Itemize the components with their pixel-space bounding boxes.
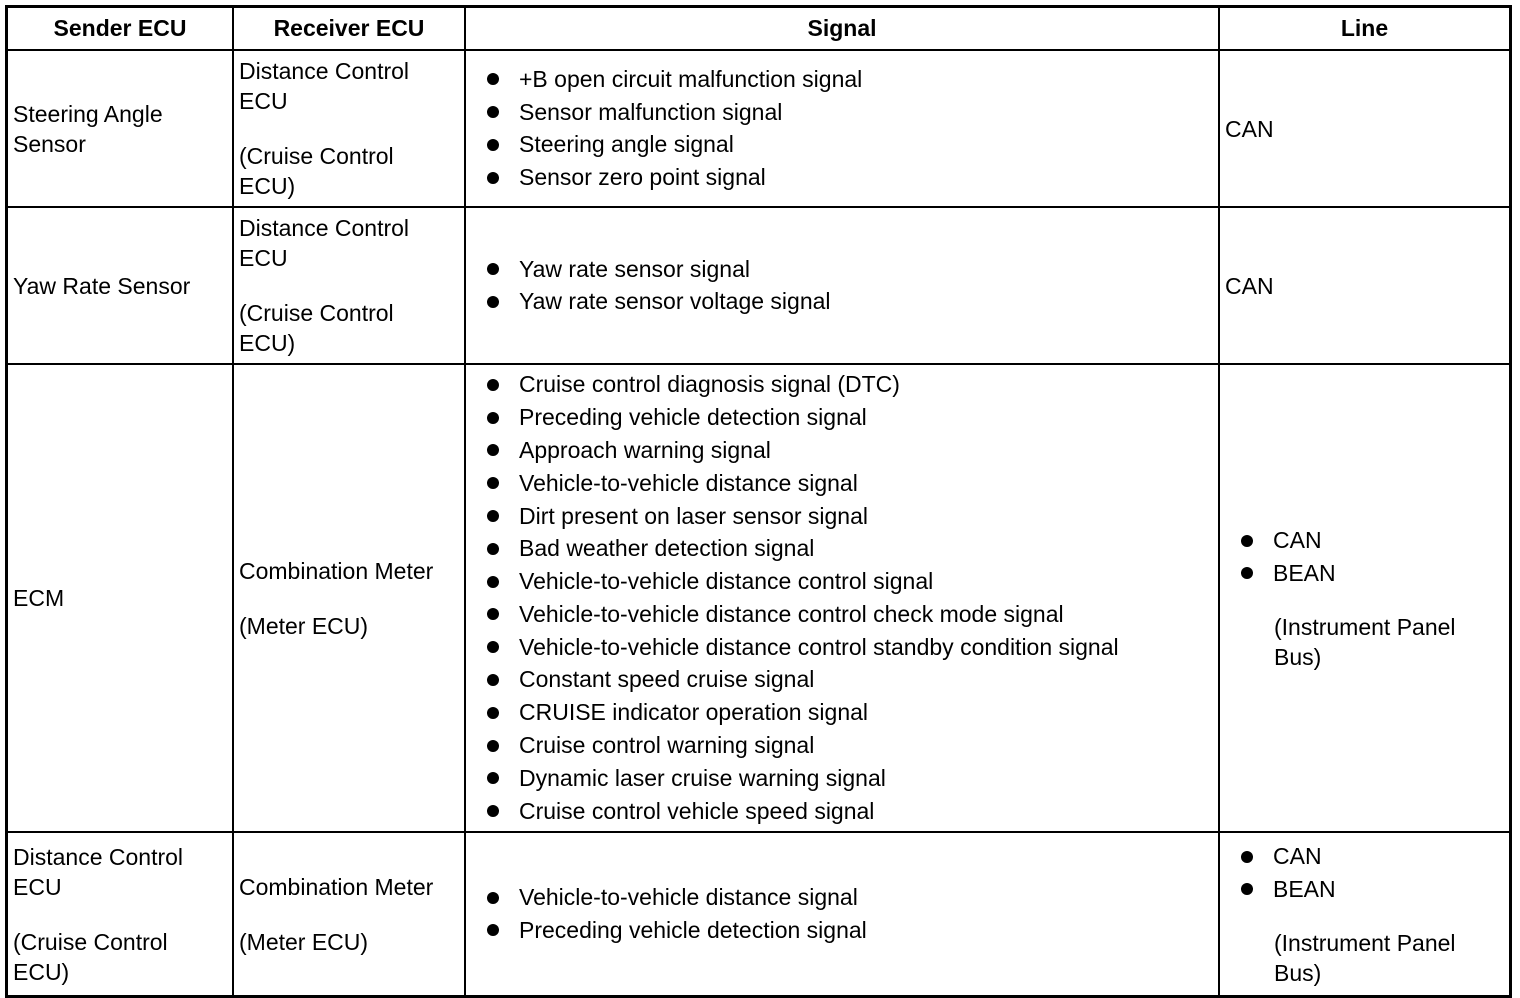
bullet-icon (487, 805, 499, 817)
header-sender-ecu: Sender ECU (53, 15, 187, 41)
signal-item: Yaw rate sensor signal (466, 253, 1218, 286)
bullet-icon (487, 73, 499, 85)
signal-item: Cruise control warning signal (466, 729, 1218, 762)
receiver-note: (Meter ECU) (239, 928, 369, 955)
sender-text: ECU (13, 873, 62, 900)
bullet-icon (487, 674, 499, 686)
signal-item: Constant speed cruise signal (466, 664, 1218, 697)
signal-item: Sensor zero point signal (466, 161, 1218, 194)
signal-item: Sensor malfunction signal (466, 96, 1218, 129)
row-3-receiver (234, 365, 464, 831)
header-receiver-ecu: Receiver ECU (273, 15, 425, 41)
signal-item: Steering angle signal (466, 129, 1218, 162)
bullet-icon (487, 772, 499, 784)
line-item: CAN (1220, 840, 1509, 873)
signal-item: +B open circuit malfunction signal (466, 63, 1218, 96)
row-4-sender (8, 833, 232, 995)
line-item: BEAN (1220, 873, 1509, 906)
signal-item: CRUISE indicator operation signal (466, 696, 1218, 729)
bullet-icon (487, 412, 499, 424)
line-note: Bus) (1274, 959, 1322, 986)
bullet-icon (1241, 851, 1253, 863)
signal-item: Preceding vehicle detection signal (466, 401, 1218, 434)
bullet-icon (1241, 883, 1253, 895)
bullet-icon (487, 641, 499, 653)
receiver-text: ECU (239, 245, 288, 271)
bullet-icon (487, 510, 499, 522)
header-line: Line (1340, 15, 1389, 41)
row-3-line (1220, 365, 1509, 831)
line-text: CAN (1225, 115, 1274, 142)
header-signal: Signal (807, 15, 877, 41)
sender-text: Yaw Rate Sensor (13, 272, 191, 299)
receiver-note: (Cruise Control (239, 143, 394, 169)
receiver-text: ECU (239, 88, 288, 114)
row-1-sender (8, 51, 232, 206)
line-item: CAN (1220, 524, 1509, 557)
receiver-note: (Meter ECU) (239, 612, 369, 639)
sender-text: Sensor (13, 130, 86, 157)
signal-table (5, 5, 1512, 998)
signal-item: Yaw rate sensor voltage signal (466, 286, 1218, 319)
bullet-icon (487, 924, 499, 936)
row-1-signals (466, 51, 1218, 206)
signal-item: Cruise control diagnosis signal (DTC) (466, 368, 1218, 401)
line-note: (Instrument Panel (1274, 929, 1456, 956)
row-1-receiver (234, 51, 464, 206)
bullet-icon (487, 543, 499, 555)
bullet-icon (487, 444, 499, 456)
row-2-receiver (234, 208, 464, 363)
bullet-icon (487, 892, 499, 904)
receiver-text: Combination Meter (239, 557, 434, 584)
bullet-icon (487, 477, 499, 489)
row-3-sender (8, 365, 232, 831)
receiver-text: Distance Control (239, 58, 410, 84)
signal-item: Vehicle-to-vehicle distance control signal (466, 565, 1218, 598)
signal-item: Vehicle-to-vehicle distance signal (466, 467, 1218, 500)
sender-note: ECU) (13, 958, 70, 985)
sender-note: (Cruise Control (13, 928, 168, 955)
row-4-signals (466, 833, 1218, 995)
signal-item: Approach warning signal (466, 434, 1218, 467)
receiver-text: Distance Control (239, 215, 410, 241)
row-1-line (1220, 51, 1509, 206)
signal-item: Preceding vehicle detection signal (466, 914, 1218, 947)
signal-item: Dynamic laser cruise warning signal (466, 762, 1218, 795)
row-4-receiver (234, 833, 464, 995)
bullet-icon (1241, 535, 1253, 547)
signal-item: Dirt present on laser sensor signal (466, 500, 1218, 533)
bullet-icon (487, 379, 499, 391)
row-2-sender (8, 208, 232, 363)
line-note: Bus) (1274, 643, 1322, 670)
sender-text: Distance Control (13, 843, 184, 870)
receiver-note: ECU) (239, 330, 296, 356)
signal-item: Vehicle-to-vehicle distance control check mode signal (466, 598, 1218, 631)
row-4-line (1220, 833, 1509, 995)
row-3-signals (466, 365, 1218, 831)
bullet-icon (487, 296, 499, 308)
signal-item: Cruise control vehicle speed signal (466, 795, 1218, 828)
row-2-line (1220, 208, 1509, 363)
signal-item: Bad weather detection signal (466, 532, 1218, 565)
signal-item: Vehicle-to-vehicle distance signal (466, 881, 1218, 914)
bullet-icon (487, 106, 499, 118)
signal-item: Vehicle-to-vehicle distance control standby condition signal (466, 631, 1218, 664)
receiver-note: ECU) (239, 173, 296, 199)
bullet-icon (487, 608, 499, 620)
line-text: CAN (1225, 272, 1274, 299)
bullet-icon (487, 576, 499, 588)
bullet-icon (487, 707, 499, 719)
sender-text: ECM (13, 585, 65, 611)
receiver-note: (Cruise Control (239, 300, 394, 326)
bullet-icon (487, 263, 499, 275)
sender-text: Steering Angle (13, 100, 163, 127)
line-note: (Instrument Panel (1274, 613, 1456, 640)
bullet-icon (487, 172, 499, 184)
row-2-signals (466, 208, 1218, 363)
receiver-text: Combination Meter (239, 873, 434, 900)
line-item: BEAN (1220, 557, 1509, 590)
bullet-icon (1241, 567, 1253, 579)
bullet-icon (487, 139, 499, 151)
bullet-icon (487, 740, 499, 752)
